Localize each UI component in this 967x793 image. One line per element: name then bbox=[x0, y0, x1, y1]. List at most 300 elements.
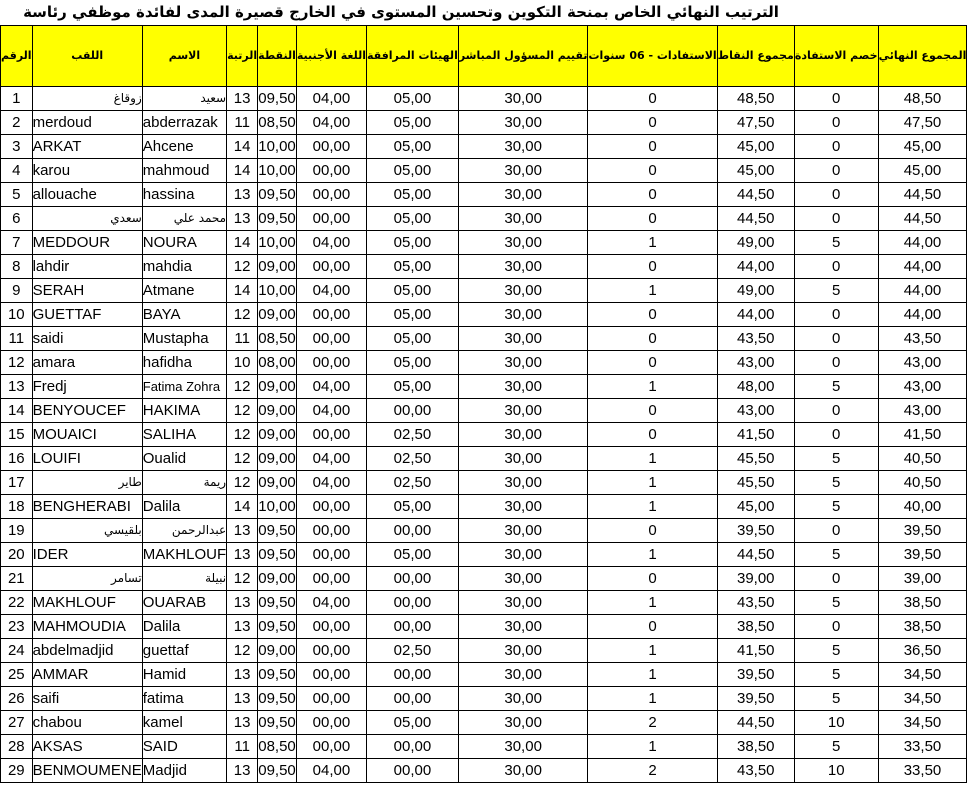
cell-lastname: karou bbox=[32, 159, 142, 183]
cell-grade: 11 bbox=[227, 735, 258, 759]
table-row bbox=[1, 183, 967, 207]
cell-deduction: 0 bbox=[794, 135, 878, 159]
cell-deduction: 0 bbox=[794, 87, 878, 111]
cell-total: 43,50 bbox=[717, 327, 794, 351]
cell-bodies: 00,00 bbox=[367, 519, 459, 543]
cell-grade: 12 bbox=[227, 639, 258, 663]
cell-firstname: عبدالرحمن bbox=[142, 519, 226, 543]
cell-grade: 12 bbox=[227, 471, 258, 495]
header-firstname: الاسم bbox=[142, 26, 226, 87]
table-row bbox=[1, 663, 967, 687]
cell-num: 15 bbox=[1, 423, 33, 447]
cell-benefited: 2 bbox=[588, 711, 717, 735]
cell-total: 48,00 bbox=[717, 375, 794, 399]
cell-num: 2 bbox=[1, 111, 33, 135]
cell-total: 38,50 bbox=[717, 735, 794, 759]
cell-grade: 13 bbox=[227, 519, 258, 543]
cell-evaluation: 30,00 bbox=[458, 759, 588, 783]
table-row bbox=[1, 543, 967, 567]
cell-total: 45,00 bbox=[717, 495, 794, 519]
cell-lastname: سعدي bbox=[32, 207, 142, 231]
cell-firstname: سعيد bbox=[142, 87, 226, 111]
cell-evaluation: 30,00 bbox=[458, 495, 588, 519]
cell-evaluation: 30,00 bbox=[458, 183, 588, 207]
cell-lastname: IDER bbox=[32, 543, 142, 567]
cell-bodies: 05,00 bbox=[367, 279, 459, 303]
cell-bodies: 05,00 bbox=[367, 351, 459, 375]
cell-firstname: guettaf bbox=[142, 639, 226, 663]
cell-final: 38,50 bbox=[878, 615, 967, 639]
cell-language: 04,00 bbox=[296, 375, 366, 399]
cell-final: 39,50 bbox=[878, 519, 967, 543]
cell-deduction: 0 bbox=[794, 351, 878, 375]
cell-grade: 14 bbox=[227, 135, 258, 159]
cell-benefited: 0 bbox=[588, 615, 717, 639]
cell-final: 40,00 bbox=[878, 495, 967, 519]
cell-lastname: MOUAICI bbox=[32, 423, 142, 447]
cell-language: 00,00 bbox=[296, 327, 366, 351]
cell-point: 09,50 bbox=[258, 591, 297, 615]
cell-final: 39,00 bbox=[878, 567, 967, 591]
cell-point: 09,50 bbox=[258, 759, 297, 783]
cell-grade: 12 bbox=[227, 255, 258, 279]
cell-total: 44,50 bbox=[717, 183, 794, 207]
cell-total: 39,50 bbox=[717, 687, 794, 711]
cell-benefited: 0 bbox=[588, 111, 717, 135]
cell-point: 09,00 bbox=[258, 423, 297, 447]
cell-lastname: LOUIFI bbox=[32, 447, 142, 471]
cell-evaluation: 30,00 bbox=[458, 279, 588, 303]
cell-lastname: ARKAT bbox=[32, 135, 142, 159]
cell-deduction: 10 bbox=[794, 759, 878, 783]
cell-bodies: 02,50 bbox=[367, 423, 459, 447]
cell-grade: 13 bbox=[227, 711, 258, 735]
cell-lastname: abdelmadjid bbox=[32, 639, 142, 663]
cell-deduction: 5 bbox=[794, 447, 878, 471]
cell-total: 45,50 bbox=[717, 471, 794, 495]
cell-total: 41,50 bbox=[717, 639, 794, 663]
cell-evaluation: 30,00 bbox=[458, 231, 588, 255]
cell-benefited: 1 bbox=[588, 375, 717, 399]
cell-language: 00,00 bbox=[296, 615, 366, 639]
page-title: الترتيب النهائي الخاص بمنحة التكوين وتحسين المستوى في الخارج قصيرة المدى لفائدة موظفي رئاسة bbox=[23, 3, 779, 21]
cell-firstname: HAKIMA bbox=[142, 399, 226, 423]
cell-num: 5 bbox=[1, 183, 33, 207]
cell-lastname: BENMOUMENE bbox=[32, 759, 142, 783]
cell-point: 09,50 bbox=[258, 711, 297, 735]
cell-final: 43,50 bbox=[878, 327, 967, 351]
cell-firstname: Ahcene bbox=[142, 135, 226, 159]
cell-benefited: 0 bbox=[588, 255, 717, 279]
cell-language: 00,00 bbox=[296, 255, 366, 279]
cell-deduction: 0 bbox=[794, 159, 878, 183]
cell-total: 43,50 bbox=[717, 591, 794, 615]
cell-point: 09,00 bbox=[258, 399, 297, 423]
cell-num: 8 bbox=[1, 255, 33, 279]
cell-point: 10,00 bbox=[258, 495, 297, 519]
cell-num: 27 bbox=[1, 711, 33, 735]
cell-point: 10,00 bbox=[258, 279, 297, 303]
cell-bodies: 05,00 bbox=[367, 327, 459, 351]
header-row bbox=[1, 26, 967, 87]
cell-total: 49,00 bbox=[717, 279, 794, 303]
cell-num: 6 bbox=[1, 207, 33, 231]
table-row bbox=[1, 591, 967, 615]
cell-total: 38,50 bbox=[717, 615, 794, 639]
cell-language: 00,00 bbox=[296, 159, 366, 183]
table-row bbox=[1, 327, 967, 351]
cell-lastname: بلقيسي bbox=[32, 519, 142, 543]
cell-benefited: 0 bbox=[588, 303, 717, 327]
cell-bodies: 05,00 bbox=[367, 183, 459, 207]
cell-total: 39,50 bbox=[717, 663, 794, 687]
table-row bbox=[1, 735, 967, 759]
cell-grade: 12 bbox=[227, 303, 258, 327]
cell-total: 41,50 bbox=[717, 423, 794, 447]
cell-firstname: OUARAB bbox=[142, 591, 226, 615]
cell-total: 45,00 bbox=[717, 159, 794, 183]
cell-final: 34,50 bbox=[878, 687, 967, 711]
cell-total: 43,00 bbox=[717, 399, 794, 423]
cell-num: 13 bbox=[1, 375, 33, 399]
cell-lastname: BENYOUCEF bbox=[32, 399, 142, 423]
cell-language: 04,00 bbox=[296, 447, 366, 471]
cell-deduction: 0 bbox=[794, 255, 878, 279]
table-row bbox=[1, 447, 967, 471]
cell-benefited: 0 bbox=[588, 135, 717, 159]
cell-language: 00,00 bbox=[296, 735, 366, 759]
cell-bodies: 05,00 bbox=[367, 711, 459, 735]
cell-total: 47,50 bbox=[717, 111, 794, 135]
header-total: مجموع النقاط bbox=[717, 26, 794, 87]
cell-benefited: 0 bbox=[588, 159, 717, 183]
cell-language: 00,00 bbox=[296, 687, 366, 711]
ranking-table bbox=[0, 25, 967, 783]
cell-total: 39,50 bbox=[717, 519, 794, 543]
table-row bbox=[1, 375, 967, 399]
cell-final: 44,00 bbox=[878, 303, 967, 327]
cell-firstname: mahdia bbox=[142, 255, 226, 279]
cell-point: 09,00 bbox=[258, 639, 297, 663]
cell-num: 25 bbox=[1, 663, 33, 687]
cell-point: 09,00 bbox=[258, 471, 297, 495]
cell-deduction: 0 bbox=[794, 207, 878, 231]
cell-bodies: 00,00 bbox=[367, 591, 459, 615]
cell-deduction: 0 bbox=[794, 399, 878, 423]
cell-benefited: 1 bbox=[588, 663, 717, 687]
cell-language: 00,00 bbox=[296, 495, 366, 519]
cell-firstname: hassina bbox=[142, 183, 226, 207]
cell-num: 21 bbox=[1, 567, 33, 591]
cell-final: 44,50 bbox=[878, 207, 967, 231]
cell-lastname: طاير bbox=[32, 471, 142, 495]
cell-num: 19 bbox=[1, 519, 33, 543]
table-row bbox=[1, 303, 967, 327]
cell-num: 29 bbox=[1, 759, 33, 783]
cell-point: 10,00 bbox=[258, 159, 297, 183]
cell-language: 04,00 bbox=[296, 399, 366, 423]
cell-final: 44,50 bbox=[878, 183, 967, 207]
cell-grade: 13 bbox=[227, 183, 258, 207]
cell-final: 33,50 bbox=[878, 735, 967, 759]
cell-point: 10,00 bbox=[258, 231, 297, 255]
table-row bbox=[1, 639, 967, 663]
table-row bbox=[1, 351, 967, 375]
cell-evaluation: 30,00 bbox=[458, 471, 588, 495]
cell-total: 44,50 bbox=[717, 711, 794, 735]
cell-final: 44,00 bbox=[878, 279, 967, 303]
cell-grade: 10 bbox=[227, 351, 258, 375]
cell-benefited: 0 bbox=[588, 423, 717, 447]
cell-benefited: 1 bbox=[588, 231, 717, 255]
cell-bodies: 00,00 bbox=[367, 663, 459, 687]
cell-final: 38,50 bbox=[878, 591, 967, 615]
cell-bodies: 05,00 bbox=[367, 303, 459, 327]
cell-benefited: 1 bbox=[588, 591, 717, 615]
cell-deduction: 0 bbox=[794, 327, 878, 351]
cell-firstname: Hamid bbox=[142, 663, 226, 687]
cell-total: 43,50 bbox=[717, 759, 794, 783]
cell-benefited: 0 bbox=[588, 399, 717, 423]
cell-bodies: 05,00 bbox=[367, 231, 459, 255]
table-row bbox=[1, 279, 967, 303]
cell-benefited: 1 bbox=[588, 447, 717, 471]
cell-grade: 13 bbox=[227, 87, 258, 111]
cell-language: 00,00 bbox=[296, 519, 366, 543]
cell-evaluation: 30,00 bbox=[458, 519, 588, 543]
table-row bbox=[1, 87, 967, 111]
cell-evaluation: 30,00 bbox=[458, 255, 588, 279]
cell-final: 41,50 bbox=[878, 423, 967, 447]
cell-deduction: 0 bbox=[794, 567, 878, 591]
cell-total: 43,00 bbox=[717, 351, 794, 375]
cell-evaluation: 30,00 bbox=[458, 591, 588, 615]
cell-lastname: amara bbox=[32, 351, 142, 375]
cell-point: 09,50 bbox=[258, 615, 297, 639]
cell-benefited: 1 bbox=[588, 735, 717, 759]
table-row bbox=[1, 519, 967, 543]
cell-deduction: 10 bbox=[794, 711, 878, 735]
cell-final: 40,50 bbox=[878, 447, 967, 471]
cell-evaluation: 30,00 bbox=[458, 567, 588, 591]
cell-firstname: SALIHA bbox=[142, 423, 226, 447]
cell-language: 00,00 bbox=[296, 207, 366, 231]
cell-bodies: 00,00 bbox=[367, 567, 459, 591]
cell-lastname: AKSAS bbox=[32, 735, 142, 759]
cell-firstname: kamel bbox=[142, 711, 226, 735]
header-grade: الرتبة bbox=[227, 26, 258, 87]
cell-grade: 14 bbox=[227, 159, 258, 183]
cell-evaluation: 30,00 bbox=[458, 663, 588, 687]
cell-grade: 12 bbox=[227, 423, 258, 447]
cell-language: 04,00 bbox=[296, 231, 366, 255]
cell-lastname: MAHMOUDIA bbox=[32, 615, 142, 639]
cell-bodies: 02,50 bbox=[367, 471, 459, 495]
cell-num: 1 bbox=[1, 87, 33, 111]
cell-final: 48,50 bbox=[878, 87, 967, 111]
cell-point: 09,50 bbox=[258, 87, 297, 111]
cell-language: 00,00 bbox=[296, 543, 366, 567]
cell-firstname: MAKHLOUF bbox=[142, 543, 226, 567]
cell-evaluation: 30,00 bbox=[458, 375, 588, 399]
cell-num: 16 bbox=[1, 447, 33, 471]
cell-final: 45,00 bbox=[878, 159, 967, 183]
cell-total: 48,50 bbox=[717, 87, 794, 111]
cell-benefited: 0 bbox=[588, 567, 717, 591]
cell-deduction: 0 bbox=[794, 519, 878, 543]
cell-num: 18 bbox=[1, 495, 33, 519]
cell-lastname: allouache bbox=[32, 183, 142, 207]
cell-deduction: 5 bbox=[794, 687, 878, 711]
cell-final: 36,50 bbox=[878, 639, 967, 663]
header-language: اللغة الأجنبية bbox=[296, 26, 366, 87]
cell-evaluation: 30,00 bbox=[458, 207, 588, 231]
cell-grade: 12 bbox=[227, 375, 258, 399]
cell-benefited: 2 bbox=[588, 759, 717, 783]
cell-language: 04,00 bbox=[296, 87, 366, 111]
cell-bodies: 05,00 bbox=[367, 543, 459, 567]
cell-point: 08,50 bbox=[258, 327, 297, 351]
cell-benefited: 1 bbox=[588, 687, 717, 711]
cell-final: 43,00 bbox=[878, 375, 967, 399]
cell-lastname: lahdir bbox=[32, 255, 142, 279]
cell-num: 24 bbox=[1, 639, 33, 663]
cell-grade: 11 bbox=[227, 327, 258, 351]
table-row bbox=[1, 231, 967, 255]
cell-language: 00,00 bbox=[296, 663, 366, 687]
cell-language: 04,00 bbox=[296, 591, 366, 615]
cell-final: 39,50 bbox=[878, 543, 967, 567]
cell-deduction: 5 bbox=[794, 663, 878, 687]
cell-firstname: Atmane bbox=[142, 279, 226, 303]
cell-firstname: Dalila bbox=[142, 615, 226, 639]
cell-grade: 14 bbox=[227, 231, 258, 255]
cell-bodies: 00,00 bbox=[367, 615, 459, 639]
cell-language: 00,00 bbox=[296, 351, 366, 375]
cell-point: 08,00 bbox=[258, 351, 297, 375]
cell-point: 08,50 bbox=[258, 111, 297, 135]
cell-final: 40,50 bbox=[878, 471, 967, 495]
cell-bodies: 05,00 bbox=[367, 135, 459, 159]
cell-grade: 12 bbox=[227, 399, 258, 423]
cell-firstname: نبيلة bbox=[142, 567, 226, 591]
table-row bbox=[1, 495, 967, 519]
cell-bodies: 05,00 bbox=[367, 111, 459, 135]
cell-bodies: 05,00 bbox=[367, 375, 459, 399]
cell-firstname: BAYA bbox=[142, 303, 226, 327]
cell-deduction: 5 bbox=[794, 639, 878, 663]
cell-point: 09,00 bbox=[258, 567, 297, 591]
cell-firstname: abderrazak bbox=[142, 111, 226, 135]
cell-lastname: merdoud bbox=[32, 111, 142, 135]
cell-point: 09,50 bbox=[258, 207, 297, 231]
cell-num: 10 bbox=[1, 303, 33, 327]
cell-firstname: NOURA bbox=[142, 231, 226, 255]
cell-total: 44,50 bbox=[717, 207, 794, 231]
header-lastname: اللقب bbox=[32, 26, 142, 87]
cell-lastname: chabou bbox=[32, 711, 142, 735]
table-row bbox=[1, 399, 967, 423]
cell-firstname: Mustapha bbox=[142, 327, 226, 351]
cell-grade: 14 bbox=[227, 279, 258, 303]
cell-lastname: MEDDOUR bbox=[32, 231, 142, 255]
cell-point: 09,00 bbox=[258, 303, 297, 327]
cell-num: 4 bbox=[1, 159, 33, 183]
cell-final: 47,50 bbox=[878, 111, 967, 135]
cell-evaluation: 30,00 bbox=[458, 135, 588, 159]
cell-total: 49,00 bbox=[717, 231, 794, 255]
cell-point: 09,50 bbox=[258, 519, 297, 543]
cell-bodies: 02,50 bbox=[367, 447, 459, 471]
header-evaluation: تقييم المسؤول المباشر bbox=[458, 26, 588, 87]
cell-grade: 13 bbox=[227, 687, 258, 711]
cell-grade: 13 bbox=[227, 615, 258, 639]
cell-lastname: GUETTAF bbox=[32, 303, 142, 327]
cell-language: 00,00 bbox=[296, 135, 366, 159]
cell-evaluation: 30,00 bbox=[458, 687, 588, 711]
table-row bbox=[1, 423, 967, 447]
cell-firstname: Dalila bbox=[142, 495, 226, 519]
cell-evaluation: 30,00 bbox=[458, 615, 588, 639]
cell-num: 26 bbox=[1, 687, 33, 711]
cell-evaluation: 30,00 bbox=[458, 447, 588, 471]
cell-deduction: 5 bbox=[794, 279, 878, 303]
cell-point: 09,00 bbox=[258, 375, 297, 399]
cell-lastname: MAKHLOUF bbox=[32, 591, 142, 615]
cell-deduction: 5 bbox=[794, 375, 878, 399]
cell-benefited: 0 bbox=[588, 207, 717, 231]
cell-deduction: 5 bbox=[794, 591, 878, 615]
table-row bbox=[1, 135, 967, 159]
cell-benefited: 0 bbox=[588, 519, 717, 543]
cell-point: 09,50 bbox=[258, 183, 297, 207]
cell-total: 39,00 bbox=[717, 567, 794, 591]
cell-num: 7 bbox=[1, 231, 33, 255]
header-final: المجموع النهائي bbox=[878, 26, 967, 87]
cell-lastname: BENGHERABI bbox=[32, 495, 142, 519]
cell-grade: 14 bbox=[227, 495, 258, 519]
cell-num: 17 bbox=[1, 471, 33, 495]
cell-evaluation: 30,00 bbox=[458, 639, 588, 663]
cell-deduction: 0 bbox=[794, 111, 878, 135]
header-num: الرقم bbox=[1, 26, 33, 87]
cell-final: 43,00 bbox=[878, 399, 967, 423]
cell-language: 04,00 bbox=[296, 471, 366, 495]
cell-deduction: 0 bbox=[794, 183, 878, 207]
cell-language: 00,00 bbox=[296, 711, 366, 735]
cell-point: 10,00 bbox=[258, 135, 297, 159]
cell-language: 04,00 bbox=[296, 759, 366, 783]
cell-point: 09,50 bbox=[258, 543, 297, 567]
table-row bbox=[1, 567, 967, 591]
cell-language: 04,00 bbox=[296, 111, 366, 135]
cell-bodies: 00,00 bbox=[367, 687, 459, 711]
cell-deduction: 0 bbox=[794, 303, 878, 327]
cell-benefited: 1 bbox=[588, 639, 717, 663]
table-row bbox=[1, 255, 967, 279]
cell-evaluation: 30,00 bbox=[458, 159, 588, 183]
table-row bbox=[1, 471, 967, 495]
cell-lastname: saidi bbox=[32, 327, 142, 351]
cell-grade: 12 bbox=[227, 567, 258, 591]
cell-benefited: 1 bbox=[588, 279, 717, 303]
cell-firstname: hafidha bbox=[142, 351, 226, 375]
header-point: النقطة bbox=[258, 26, 297, 87]
cell-firstname: Madjid bbox=[142, 759, 226, 783]
cell-firstname: محمد علي bbox=[142, 207, 226, 231]
table-row bbox=[1, 711, 967, 735]
header-benefited: الاستفادات - 06 سنوات bbox=[588, 26, 717, 87]
